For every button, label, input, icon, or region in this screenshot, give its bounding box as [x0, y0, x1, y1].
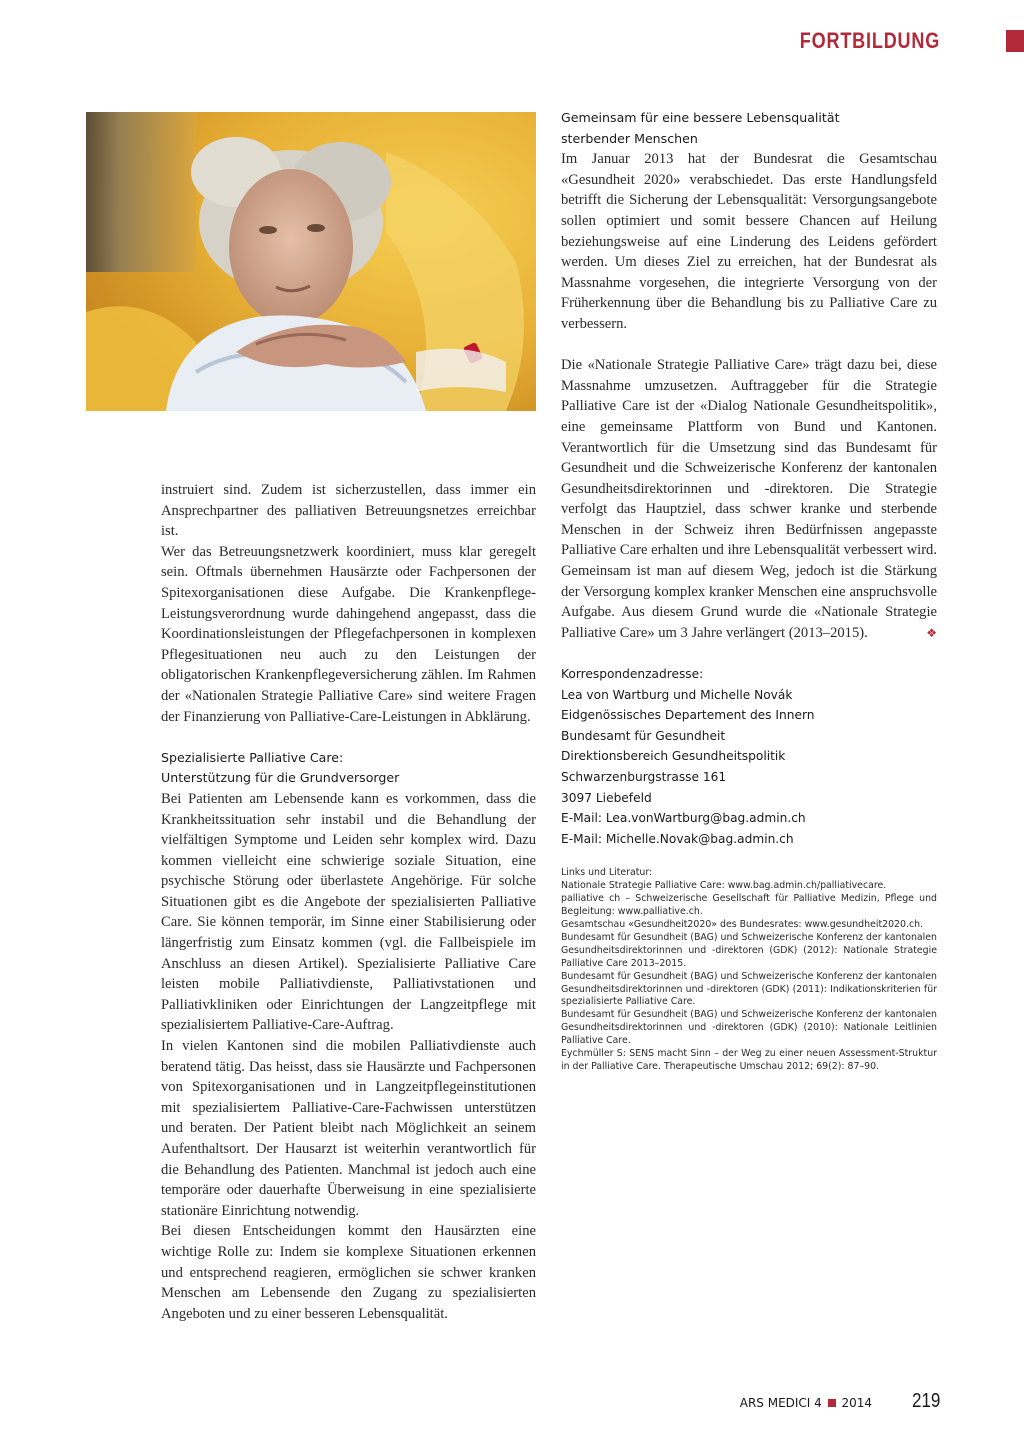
end-of-article-icon: ❖	[926, 625, 937, 640]
references	[561, 867, 937, 1074]
reference-item: palliative ch – Schweizerische Gesellschaft für Palliative Medizin, Pflege und Begleitung: www.palliative.ch.	[561, 893, 937, 918]
address-line: Bundesamt für Gesundheit	[561, 728, 726, 743]
magazine-name: ARS MEDICI 4	[739, 1396, 822, 1410]
paragraph	[561, 355, 937, 643]
paragraph: instruiert sind. Zudem ist sicherzustellen, dass immer ein Ansprechpartner des palliativen Betreuungsnetzes erreichbar ist.	[161, 482, 536, 540]
paragraph: Bei Patienten am Lebensende kann es vorkommen, dass die Krankheitssituation sehr instabil und die Behandlung der vielfältigen Symptome und Leiden sehr komplex wird. Dazu kommen vielleicht eine schwierige soziale Situation, eine psychische Störung oder überlastete Angehörige. Für solche Situationen gibt es die Angebote der spezialisierten Palliative Care. Sie können temporär, im Sinne einer Stabilisierung oder längerfristig zum Einsatz kommen (vgl. die Fallbeispiele im Anschluss an diesen Artikel). Spezialisierte Palliative Care leisten mobile Palliativdienste, Palliativstationen und Palliativkliniken oder Einrichtungen der Langzeitpflege mit spezialisiertem Palliative-Care-Auftrag.	[161, 790, 536, 1034]
section-subheading: Unterstützung für die Grundversorger	[161, 770, 400, 786]
address-line: Schwarzenburgstrasse 161	[561, 770, 727, 784]
patient-photo	[86, 112, 536, 411]
page-number: 219	[911, 1390, 940, 1412]
left-column	[161, 480, 536, 1324]
paragraph-text: Die «Nationale Strategie Palliative Care» trägt dazu bei, diese Massnahme umzusetzen. Auftraggeber für die Strategie Palliative Care ist der «Dialog Nationale Gesundheitspolitik», eine gemeinsame Plattform von Bund und Kantonen. Verantwortlich für die Umsetzung sind das Bundesamt für Gesundheit und die Schweizerische Konferenz der kantonalen Gesundheitsdirektorinnen und -direktoren. Die Strategie verfolgt das Hauptziel, dass schwer kranke und sterbende Menschen in der Schweiz ihren Bedürfnissen angepasste Palliative Care erhalten und ihre Lebensqualität verbessert wird. Gemeinsam ist man auf diesem Weg, jedoch ist die Stärkung der Versorgung komplex kranker Menschen eine anspruchsvolle Aufgabe. Aus diesem Grund wurde die «Nationale Strategie Palliative Care» um 3 Jahre verlängert (2013–2015).	[561, 357, 937, 641]
section-title: FORTBILDUNG	[799, 28, 940, 53]
reference-item: Bundesamt für Gesundheit (BAG) und Schweizerische Konferenz der kantonalen Gesundheitsdirektorinnen und -direktoren (GDK) (2012): Nationale Strategie Palliative Care 2013–2015.	[561, 931, 937, 969]
footer-issue	[740, 1396, 872, 1410]
address-line: Eidgenössisches Departement des Innern	[561, 708, 815, 723]
address-names: Lea von Wartburg und Michelle Novák	[561, 687, 793, 702]
reference-item: Eychmüller S: SENS macht Sinn – der Weg zu einer neuen Assessment-Struktur in der Palliative Care. Therapeutische Umschau 2012; 69(2): 87–90.	[561, 1048, 937, 1072]
references-label: Links und Literatur:	[561, 867, 653, 879]
issue-year: 2014	[841, 1396, 872, 1410]
section-heading-line2: sterbender Menschen	[561, 130, 698, 146]
reference-item: Bundesamt für Gesundheit (BAG) und Schweizerische Konferenz der kantonalen Gesundheitsdirektorinnen und -direktoren (GDK) (2010): Nationale Leitlinien Palliative Care.	[561, 1009, 937, 1047]
address-line: Direktionsbereich Gesundheitspolitik	[561, 749, 786, 764]
email-line: E-Mail: Lea.vonWartburg@bag.admin.ch	[561, 811, 806, 826]
reference-item: Nationale Strategie Palliative Care: www.bag.admin.ch/palliativecare.	[561, 880, 887, 892]
patient-photo-image	[86, 112, 536, 411]
paragraph: Wer das Betreuungsnetzwerk koordiniert, muss klar geregelt sein. Oftmals übernehmen Hausärzte oder Fachpersonen der Spitexorganisationen diese Aufgabe. Die Krankenpflege-Leistungsverordnung wurde dahingehend angepasst, dass die Koordinationsleistungen der Pflegefachpersonen in komplexen Pflegesituationen neu auch zu den Leistungen der obligatorischen Krankenpflegeversicherung zählen. Im Rahmen der «Nationalen Strategie Palliative Care» sind weitere Fragen der Finanzierung von Palliative-Care-Leistungen in Abklärung.	[161, 543, 536, 725]
right-column	[561, 108, 937, 1074]
paragraph: In vielen Kantonen sind die mobilen Palliativdienste auch beratend tätig. Das heisst, dass sie Hausärzte und Fachpersonen von Spitexorganisationen und in Langzeitpflegeinstitutionen mit spezialisiertem Palliative-Care-Fachwissen unterstützen und beraten. Der Patient bleibt nach Möglichkeit an seinem Aufenthaltsort. Der Hausarzt ist weiterhin verantwortlich für die Behandlung des Patienten. Manchmal ist jedoch auch eine temporäre oder dauerhafte Überweisung in eine spezialisierte stationäre Einrichtung notwendig.	[161, 1038, 536, 1219]
square-icon	[828, 1399, 836, 1407]
section-heading: Gemeinsam für eine bessere Lebensqualität	[561, 110, 840, 125]
paragraph: Bei diesen Entscheidungen kommt den Hausärzten eine wichtige Rolle zu: Indem sie komplexe Situationen erkennen und entsprechend reagieren, ermöglichen sie schwer kranken Menschen am Lebensende den Zugang zu spezialisierten Angeboten und zu einer besseren Lebensqualität.	[161, 1223, 536, 1322]
section-marker	[1006, 30, 1024, 52]
section-heading: Spezialisierte Palliative Care:	[161, 749, 344, 765]
reference-item: Gesamtschau «Gesundheit2020» des Bundesrates: www.gesundheit2020.ch.	[561, 919, 924, 930]
address-label: Korrespondenzadresse:	[561, 667, 704, 682]
address-line: 3097 Liebefeld	[561, 790, 652, 805]
email-line: E-Mail: Michelle.Novak@bag.admin.ch	[561, 831, 794, 846]
correspondence-address	[561, 664, 937, 849]
paragraph: Im Januar 2013 hat der Bundesrat die Gesamtschau «Gesundheit 2020» verabschiedet. Das erste Handlungsfeld betrifft die Sicherung der Lebensqualität: Versorgungsangebote sollen optimiert und somit bessere Chancen auf Heilung beziehungsweise auf eine Linderung des Leidens gefördert werden. Um dieses Ziel zu erreichen, hat der Bundesrat als Massnahme vorgesehen, die integrierte Versorgung von der Früherkennung über die Behandlung bis zu Palliative Care zu verbessern.	[561, 151, 937, 332]
reference-item: Bundesamt für Gesundheit (BAG) und Schweizerische Konferenz der kantonalen Gesundheitsdirektorinnen und -direktoren (GDK) (2011): Indikationskriterien für spezialisierte Palliative Care.	[561, 970, 937, 1008]
